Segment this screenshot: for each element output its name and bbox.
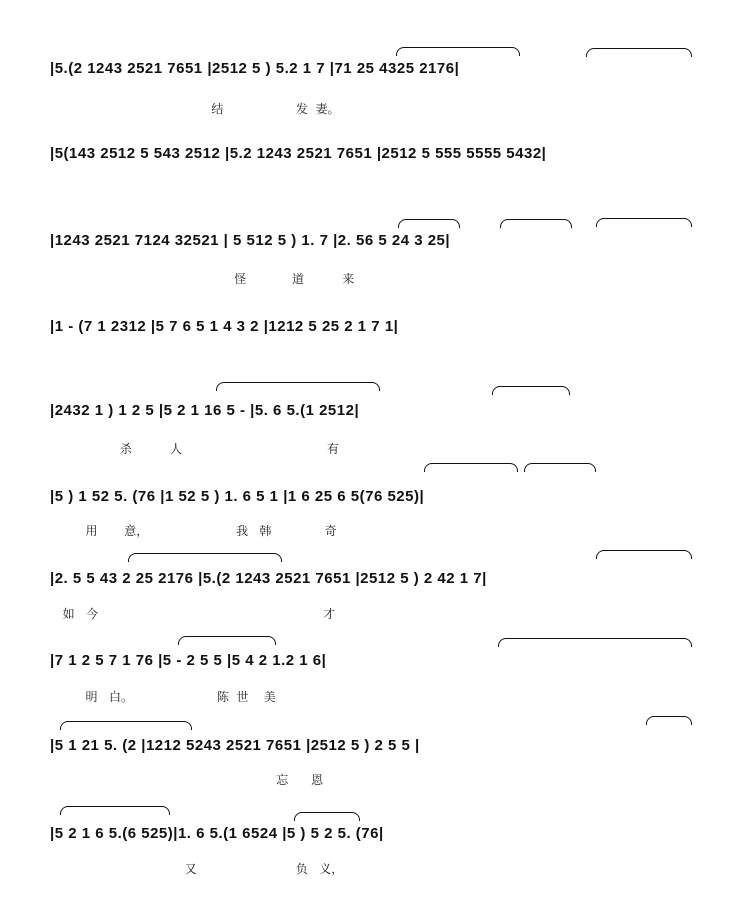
lyrics-line-6: 用 意， 我 韩 奇 xyxy=(55,524,337,538)
slur xyxy=(396,47,520,56)
notation-line-2: |5(143 2512 5 543 2512 |5.2 1243 2521 7651 |2512 5 555 5555 5432| xyxy=(50,145,547,162)
slur xyxy=(586,48,692,57)
notation-line-3: |1243 2521 7124 32521 | 5 512 5 ) 1. 7 |2. 56 5 24 3 25| xyxy=(50,232,451,249)
slur xyxy=(178,636,276,645)
lyrics-line-7: 如 今 才 xyxy=(55,607,336,621)
slur xyxy=(60,721,192,730)
slur xyxy=(398,219,460,228)
slur xyxy=(60,806,170,815)
notation-line-1: |5.(2 1243 2521 7651 |2512 5 ) 5.2 1 7 |71 25 4325 2176| xyxy=(50,60,460,77)
notation-line-4: |1 - (7 1 2312 |5 7 6 5 1 4 3 2 |1212 5 25 2 1 7 1| xyxy=(50,318,399,335)
lyrics-line-10: 又 负 义， xyxy=(55,862,344,876)
slur xyxy=(498,638,692,647)
slur xyxy=(596,218,692,227)
lyrics-line-5: 杀 人 有 xyxy=(55,442,339,456)
lyrics-line-1: 结 发 妻。 xyxy=(55,102,340,116)
slur xyxy=(524,463,596,472)
slur xyxy=(294,812,360,821)
lyrics-line-8: 明 白。 陈 世 美 xyxy=(55,690,276,704)
slur xyxy=(596,550,692,559)
lyrics-line-3: 怪 道 来 xyxy=(55,272,355,286)
notation-line-6: |5 ) 1 52 5. (76 |1 52 5 ) 1. 6 5 1 |1 6 25 6 5(76 525)| xyxy=(50,488,425,505)
notation-line-8: |7 1 2 5 7 1 76 |5 - 2 5 5 |5 4 2 1.2 1 6| xyxy=(50,652,327,669)
slur xyxy=(500,219,572,228)
notation-line-10: |5 2 1 6 5.(6 525)|1. 6 5.(1 6524 |5 ) 5 2 5. (76| xyxy=(50,825,384,842)
notation-line-5: |2432 1 ) 1 2 5 |5 2 1 16 5 - |5. 6 5.(1 2512| xyxy=(50,402,360,419)
lyrics-line-9: 忘 恩 xyxy=(55,773,324,787)
notation-line-7: |2. 5 5 43 2 25 2176 |5.(2 1243 2521 7651 |2512 5 ) 2 42 1 7| xyxy=(50,570,487,587)
slur xyxy=(424,463,518,472)
notation-line-9: |5 1 21 5. (2 |1212 5243 2521 7651 |2512 5 ) 2 5 5 | xyxy=(50,737,420,754)
slur xyxy=(128,553,282,562)
slur xyxy=(492,386,570,395)
slur xyxy=(646,716,692,725)
slur xyxy=(216,382,380,391)
